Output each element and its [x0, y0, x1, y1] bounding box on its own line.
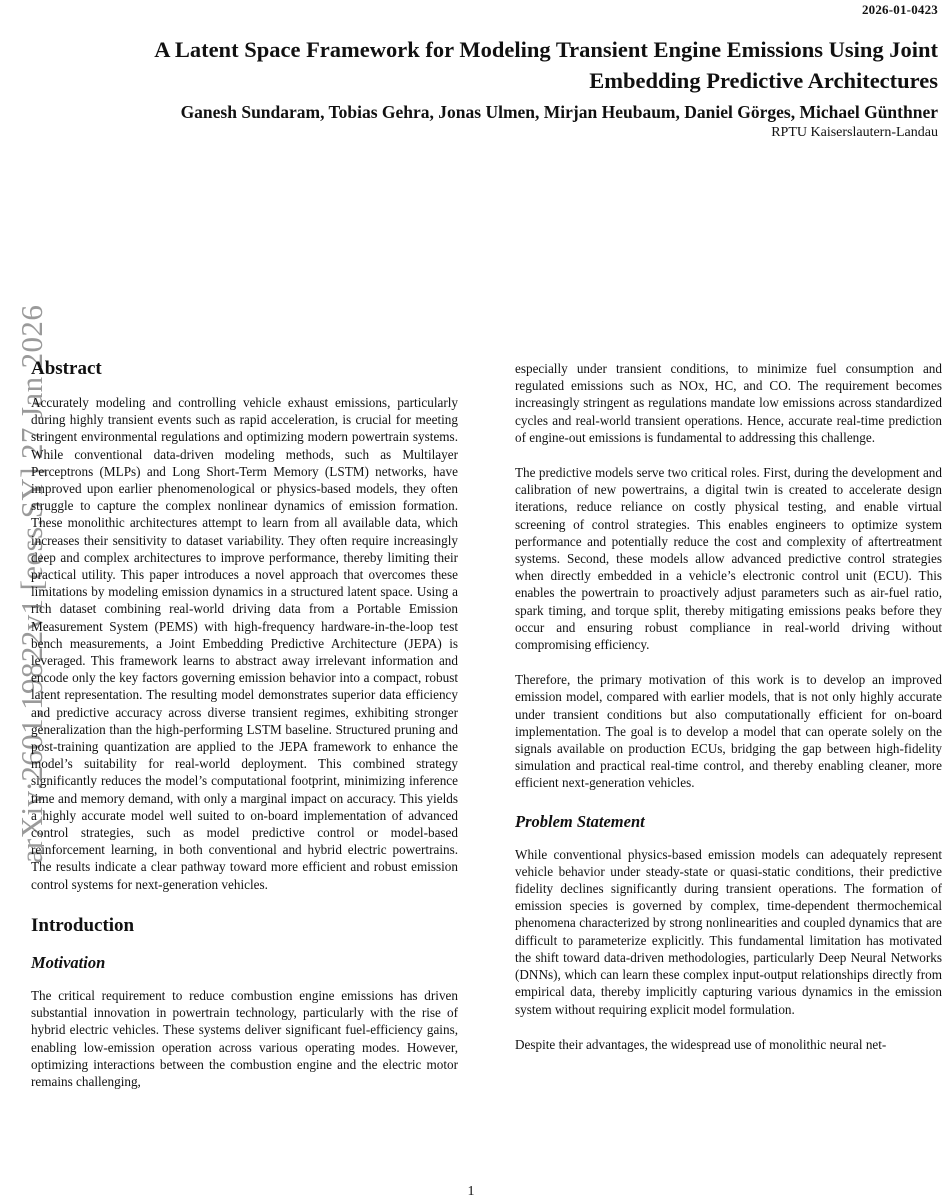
- motivation-paragraph: The critical requirement to reduce combustion engine emissions has driven substantial innovation in powertrain technology, particularly with the rise of hybrid electric vehicles. These systems deliver significant fuel-efficiency gains, enabling low-emission operation across various operating modes. However, optimizing interactions between the combustion engine and the electric motor remains challenging,: [31, 987, 458, 1089]
- paper-title: [38, 34, 938, 96]
- paragraph-emissions: especially under transient conditions, to minimize fuel consumption and regulated emissions such as NOx, HC, and CO. The requirement becomes increasingly stringent as regulations mandate low emissions across standardized cycles and real-world transient operations. Hence, accurate real-time prediction of engine-out emissions is fundamental to addressing this challenge.: [515, 361, 942, 445]
- document-id: 2026-01-0423: [861, 2, 938, 17]
- title-line-1: A Latent Space Framework for Modeling Transient Engine Emissions Using Joint: [154, 37, 938, 62]
- paragraph-problem-statement: While conventional physics-based emission models can adequately represent vehicle behavior under steady-state or quasi-static conditions, their predictive fidelity declines significantly during transient operations. The formation of emission species is governed by complex, time-dependent thermochemical phenomena characterized by strong nonlinearities and coupled dynamics that are difficult to parameterize explicitly. This fundamental limitation has motivated the shift toward data-driven methodologies, particularly Deep Neural Networks (DNNs), which can learn these complex input-output relationships directly from empirical data, thereby implicitly capturing various dynamics in the emission system without requiring explicit model formulation.: [515, 846, 942, 1017]
- motivation-heading: Motivation: [31, 952, 106, 972]
- problem-statement-heading: Problem Statement: [515, 811, 645, 831]
- paragraph-monolithic-networks: Despite their advantages, the widespread use of monolithic neural net-: [515, 1036, 887, 1052]
- abstract-text: Accurately modeling and controlling vehicle exhaust emissions, particularly during highly transient events such as rapid acceleration, is crucial for meeting stringent environmental regulations and optimizing modern powertrain systems. While conventional data-driven modeling methods, such as Multilayer Perceptrons (MLPs) and Long Short-Term Memory (LSTM) networks, have improved upon earlier phenomenological or physics-based models, they often struggle to capture the complex nonlinear dynamics of emission formation. These monolithic architectures attempt to learn from all available data, which increases their sensitivity to dataset variability. They often require increasingly deep and complex architectures to improve performance, thereby limiting their practical utility. This paper introduces a novel approach that overcomes these limitations by modeling emission dynamics in a structured latent space. Using a rich dataset combining real-world driving data from a Portable Emission Measurement System (PEMS) with high-frequency hardware-in-the-loop test bench measurements, a Joint Embedding Predictive Architecture (JEPA) is leveraged. This framework learns to abstract away irrelevant information and encode only the key factors governing emission behavior into a compact, robust latent representation. The resulting model demonstrates superior data efficiency and predictive accuracy across diverse transient regimes, exhibiting stronger generalization than the high-performing LSTM baseline. Structured pruning and post-training quantization are applied to the JEPA framework to enhance the model’s suitability for real-world deployment. This combined strategy significantly reduces the model’s computational footprint, minimizing inference time and memory demand, with only a marginal impact on accuracy. This yields a highly accurate model well suited to on-board implementation of advanced control strategies, such as model predictive control or model-based reinforcement learning, in both conventional and hybrid electric powertrains. The results indicate a clear pathway toward more efficient and robust emission control systems for next-generation vehicles.: [31, 395, 458, 892]
- paragraph-predictive-models: The predictive models serve two critical roles. First, during the development and calibration of new powertrains, a digital twin is created to accelerate design iterations, reduce reliance on costly physical testing, and enable virtual screening of control strategies. This enables engineers to optimize system performance and potentially reduce the cost and complexity of aftertreatment systems. Second, these models allow advanced predictive control strategies when directly embedded in a vehicle’s electronic control unit (ECU). This enables the powertrain to proactively adjust parameters such as air-fuel ratio, spark timing, and torque split, thereby mitigating emissions peaks before they occur and ensuring robust compliance in real-world driving without compromising efficiency.: [515, 465, 942, 653]
- affiliation: RPTU Kaiserslautern-Landau: [771, 125, 938, 140]
- left-column: [31, 356, 458, 1108]
- title-line-2: Embedding Predictive Architectures: [589, 68, 938, 93]
- right-column: [515, 360, 942, 1071]
- arxiv-stamp: arXiv:2601.19822v1 [eess.SY] 27 Jan 2026: [14, 304, 49, 864]
- abstract-heading: Abstract: [31, 358, 102, 379]
- page-number: 1: [467, 1184, 475, 1199]
- author-list: Ganesh Sundaram, Tobias Gehra, Jonas Ulmen, Mirjan Heubaum, Daniel Görges, Michael Günthner: [180, 102, 938, 122]
- paragraph-primary-motivation: Therefore, the primary motivation of this work is to develop an improved emission model, compared with earlier models, that is not only highly accurate under transient conditions but also computationally efficient for on-board implementation. The goal is to develop a model that can operate solely on the signals available on production ECUs, bridging the gap between high-fidelity simulation and practical real-time control, and thereby enabling cleaner, more efficient next-generation vehicles.: [515, 672, 942, 791]
- introduction-heading: Introduction: [31, 914, 135, 936]
